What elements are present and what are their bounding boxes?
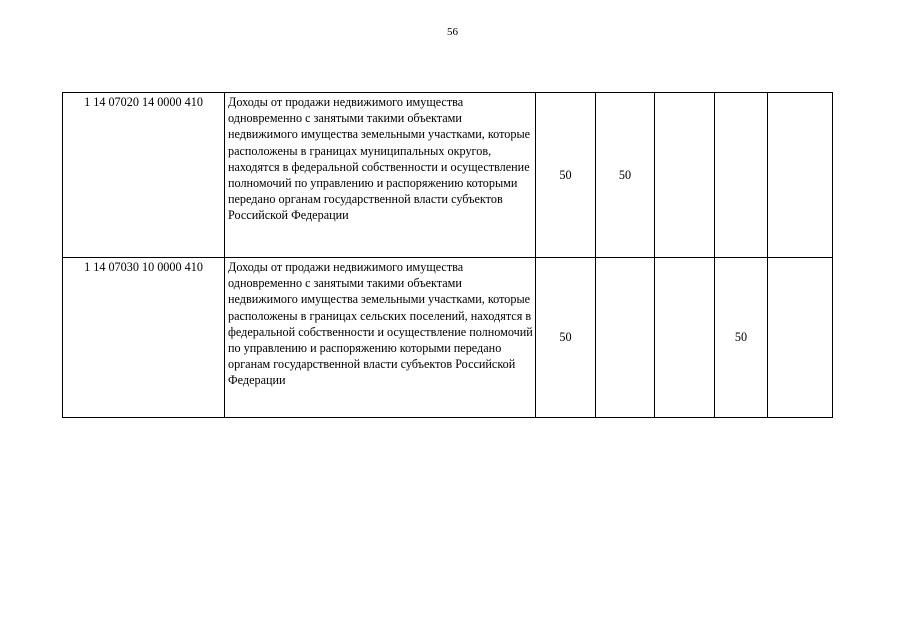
table-row xyxy=(63,258,833,418)
revenue-code: 1 14 07020 14 0000 410 xyxy=(63,93,225,258)
revenue-code: 1 14 07030 10 0000 410 xyxy=(63,258,225,418)
value-cell-5 xyxy=(768,258,833,418)
revenue-description: Доходы от продажи недвижимого имущества одновременно с занятыми такими объектами недвижимого имущества земельными участками, которые расположены в границах сельских поселений, находятся в федеральной собственности и осуществление полномочий по управлению и распоряжению которыми передано органам государственной власти субъектов Российской Федерации xyxy=(225,258,536,418)
value-cell-2 xyxy=(596,258,655,418)
value-cell-1: 50 xyxy=(536,93,596,258)
table-row xyxy=(63,93,833,258)
value-cell-4: 50 xyxy=(715,258,768,418)
value-cell-1: 50 xyxy=(536,258,596,418)
value-cell-3 xyxy=(655,258,715,418)
page-number: 56 xyxy=(447,26,458,38)
revenue-description: Доходы от продажи недвижимого имущества одновременно с занятыми такими объектами недвижимого имущества земельными участками, которые расположены в границах муниципальных округов, находятся в федеральной собственности и осуществление полномочий по управлению и распоряжению которыми передано органам государственной власти субъектов Российской Федерации xyxy=(225,93,536,258)
value-cell-3 xyxy=(655,93,715,258)
value-cell-4 xyxy=(715,93,768,258)
value-cell-5 xyxy=(768,93,833,258)
value-cell-2: 50 xyxy=(596,93,655,258)
budget-revenue-table xyxy=(62,92,833,418)
